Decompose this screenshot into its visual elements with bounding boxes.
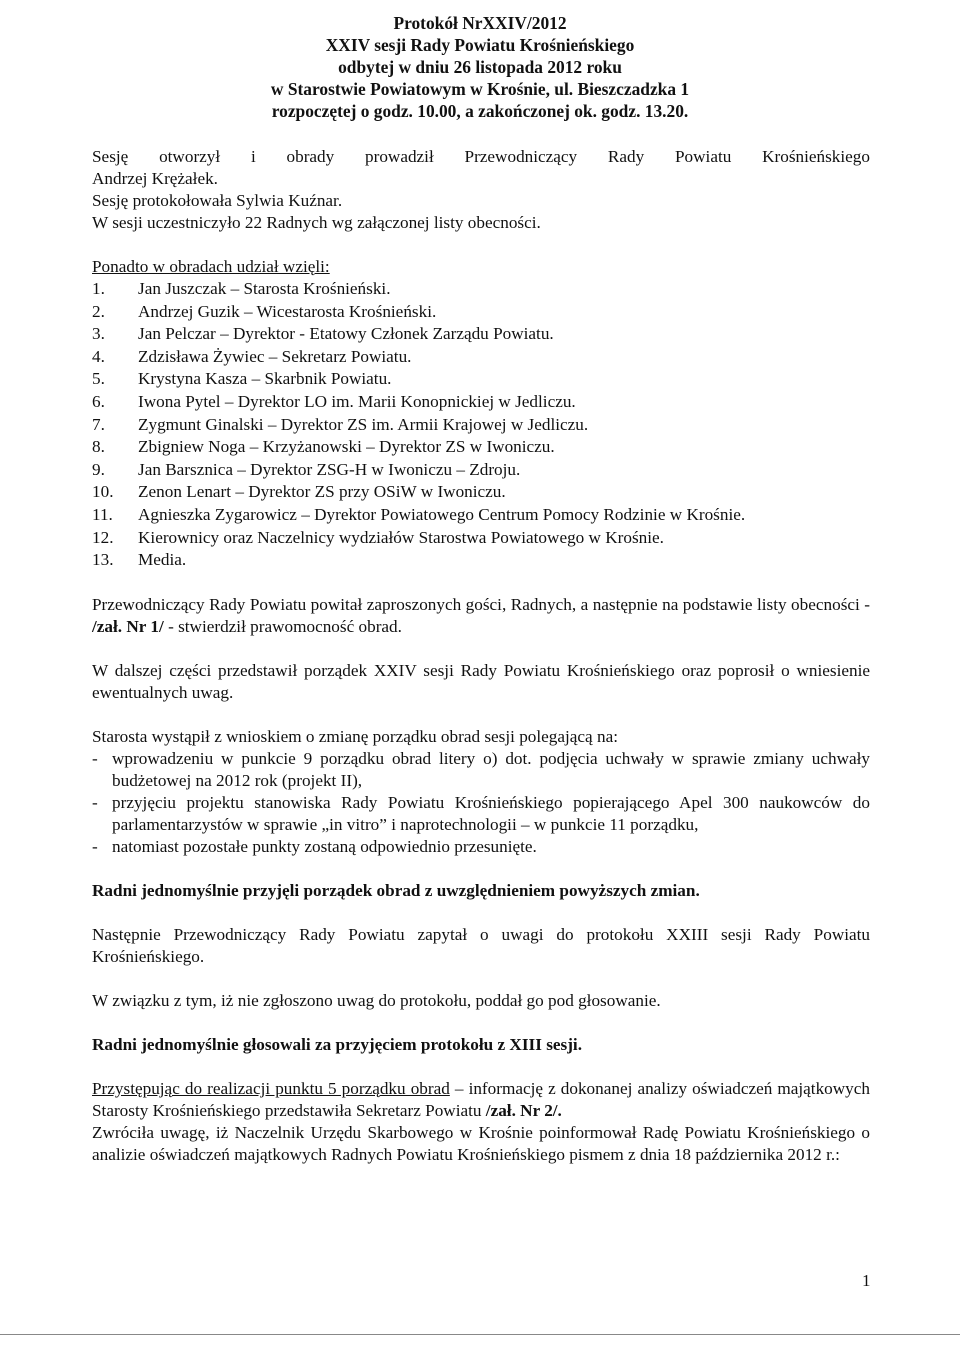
guest-text: Agnieszka Zygarowicz – Dyrektor Powiatowego Centrum Pomocy Rodzinie w Krośnie. — [138, 504, 746, 524]
guest-text: Jan Juszczak – Starosta Krośnieński. — [138, 279, 391, 298]
decision-agenda: Radni jednomyślnie przyjęli porządek obrad z uwzględnieniem powyższych zmian. — [92, 880, 700, 900]
page-number: 1 — [862, 1271, 871, 1290]
guest-number: 10. — [92, 482, 114, 502]
guest-item — [92, 527, 870, 550]
guest-number: 3. — [92, 324, 105, 344]
motion-item — [92, 836, 870, 858]
guest-number: 6. — [92, 391, 105, 411]
paragraph-motion-lead: Starosta wystąpił z wnioskiem o zmianę porządku obrad sesji polegającą na: — [92, 726, 618, 746]
paragraph-vote: W związku z tym, iż nie zgłoszono uwag do protokołu, poddał go pod głosowanie. — [92, 990, 661, 1010]
guest-number: 4. — [92, 346, 105, 366]
protocol-body — [92, 146, 870, 1166]
guest-item — [92, 346, 870, 369]
motion-item — [92, 748, 870, 792]
dash-marker: - — [92, 836, 98, 856]
attachment-ref-2: /zał. Nr 2/. — [485, 1100, 562, 1120]
intro-chair-line: Sesję otworzył i obrady prowadził Przewodniczący Rady Powiatu Krośnieńskiego — [92, 147, 870, 166]
guests-list — [92, 278, 870, 572]
guest-number: 9. — [92, 459, 105, 479]
guest-text: Zbigniew Noga – Krzyżanowski – Dyrektor ZS w Iwoniczu. — [138, 437, 555, 457]
guest-number: 13. — [92, 550, 114, 570]
paragraph-welcome-text-a: Przewodniczący Rady Powiatu powitał zaproszonych gości, Radnych, a następnie na podstawie listy obecności - — [92, 594, 870, 614]
attachment-ref-1: /zał. Nr 1/ — [92, 616, 164, 636]
intro-recorder: Sesję protokołowała Sylwia Kuźnar. — [92, 191, 343, 210]
guest-item — [92, 278, 870, 301]
guest-item — [92, 368, 870, 391]
guest-text: Jan Barsznica – Dyrektor ZSG-H w Iwoniczu – Zdroju. — [138, 459, 521, 479]
guest-item — [92, 414, 870, 437]
guest-text: Kierownicy oraz Naczelnicy wydziałów Starostwa Powiatowego w Krośnie. — [138, 527, 664, 547]
paragraph-welcome — [92, 594, 870, 638]
paragraph-agenda: W dalszej części przedstawił porządek XXIV sesji Rady Powiatu Krośnieńskiego oraz poprosił o wniesienie ewentualnych uwag. — [92, 660, 870, 702]
intro-chair-name: Andrzej Krężałek. — [92, 169, 218, 188]
guest-item — [92, 459, 870, 482]
guests-heading: Ponadto w obradach udział wzięli: — [92, 257, 330, 276]
guest-number: 1. — [92, 279, 105, 298]
guest-text: Krystyna Kasza – Skarbnik Powiatu. — [138, 369, 392, 389]
dash-marker: - — [92, 792, 98, 812]
paragraph-tax-office: Zwróciła uwagę, iż Naczelnik Urzędu Skarbowego w Krośnie poinformował Radę Powiatu Krośnieńskiego o analizie oświadczeń majątkowych Radnych Powiatu Krośnieńskiego pismem z dnia 18 października 2012 r.: — [92, 1122, 870, 1164]
paragraph-point-5 — [92, 1078, 870, 1122]
session-location: w Starostwie Powiatowym w Krośnie, ul. Bieszczadzka 1 — [270, 79, 690, 99]
guest-item — [92, 301, 870, 324]
session-hours: rozpoczętej o godz. 10.00, a zakończonej ok. godz. 13.20. — [271, 101, 689, 121]
guest-text: Iwona Pytel – Dyrektor LO im. Marii Konopnickiej w Jedliczu. — [138, 391, 576, 411]
guest-text: Andrzej Guzik – Wicestarosta Krośnieński. — [138, 301, 437, 321]
guest-number: 11. — [92, 504, 113, 524]
guest-item — [92, 549, 870, 572]
guest-number: 5. — [92, 369, 105, 389]
guest-number: 2. — [92, 301, 105, 321]
motion-item — [92, 792, 870, 836]
guest-number: 8. — [92, 437, 105, 457]
guest-text: Zdzisława Żywiec – Sekretarz Powiatu. — [138, 346, 412, 366]
bottom-rule — [0, 1334, 960, 1335]
session-date: odbytej w dniu 26 listopada 2012 roku — [338, 57, 622, 77]
guest-item — [92, 436, 870, 459]
paragraph-point-5-text-a: – informację z dokonanej analizy oświadczeń majątkowych Starosty Krośnieńskiego przedstawiła Sekretarz Powiatu — [92, 1078, 870, 1120]
guest-item — [92, 391, 870, 414]
intro-attendance: W sesji uczestniczyło 22 Radnych wg załączonej listy obecności. — [92, 213, 541, 232]
guest-item — [92, 481, 870, 504]
decision-protocol: Radni jednomyślnie głosowali za przyjęciem protokołu z XIII sesji. — [92, 1034, 582, 1054]
paragraph-welcome-text-b: - stwierdził prawomocność obrad. — [163, 616, 402, 636]
motion-text: natomiast pozostałe punkty zostaną odpowiednio przesunięte. — [112, 836, 537, 856]
guest-text: Zygmunt Ginalski – Dyrektor ZS im. Armii Krajowej w Jedliczu. — [138, 414, 589, 434]
dash-marker: - — [92, 748, 98, 768]
motion-text: przyjęciu projektu stanowiska Rady Powiatu Krośnieńskiego popierającego Apel 300 naukowców do parlamentarzystów w sprawie „in vitro” i naprotechnologii – w punkcie 11 porządku, — [112, 792, 870, 834]
guest-item — [92, 323, 870, 346]
protocol-header — [200, 12, 760, 122]
motion-text: wprowadzeniu w punkcie 9 porządku obrad litery o) dot. podjęcia uchwały w sprawie zmiany uchwały budżetowej na 2012 rok (projekt II), — [112, 748, 870, 790]
guest-text: Zenon Lenart – Dyrektor ZS przy OSiW w Iwoniczu. — [138, 482, 506, 502]
guest-text: Media. — [138, 550, 187, 570]
agenda-point-reference: Przystępując do realizacji punktu 5 porządku obrad — [92, 1078, 450, 1098]
guest-number: 12. — [92, 527, 114, 547]
guest-text: Jan Pelczar – Dyrektor - Etatowy Członek Zarządu Powiatu. — [138, 324, 554, 344]
guest-item — [92, 504, 870, 527]
motion-list — [92, 748, 870, 858]
protocol-title: Protokół NrXXIV/2012 — [393, 13, 567, 33]
guest-number: 7. — [92, 414, 105, 434]
paragraph-previous-protocol: Następnie Przewodniczący Rady Powiatu zapytał o uwagi do protokołu XXIII sesji Rady Powiatu Krośnieńskiego. — [92, 924, 870, 966]
session-name: XXIV sesji Rady Powiatu Krośnieńskiego — [325, 35, 635, 55]
